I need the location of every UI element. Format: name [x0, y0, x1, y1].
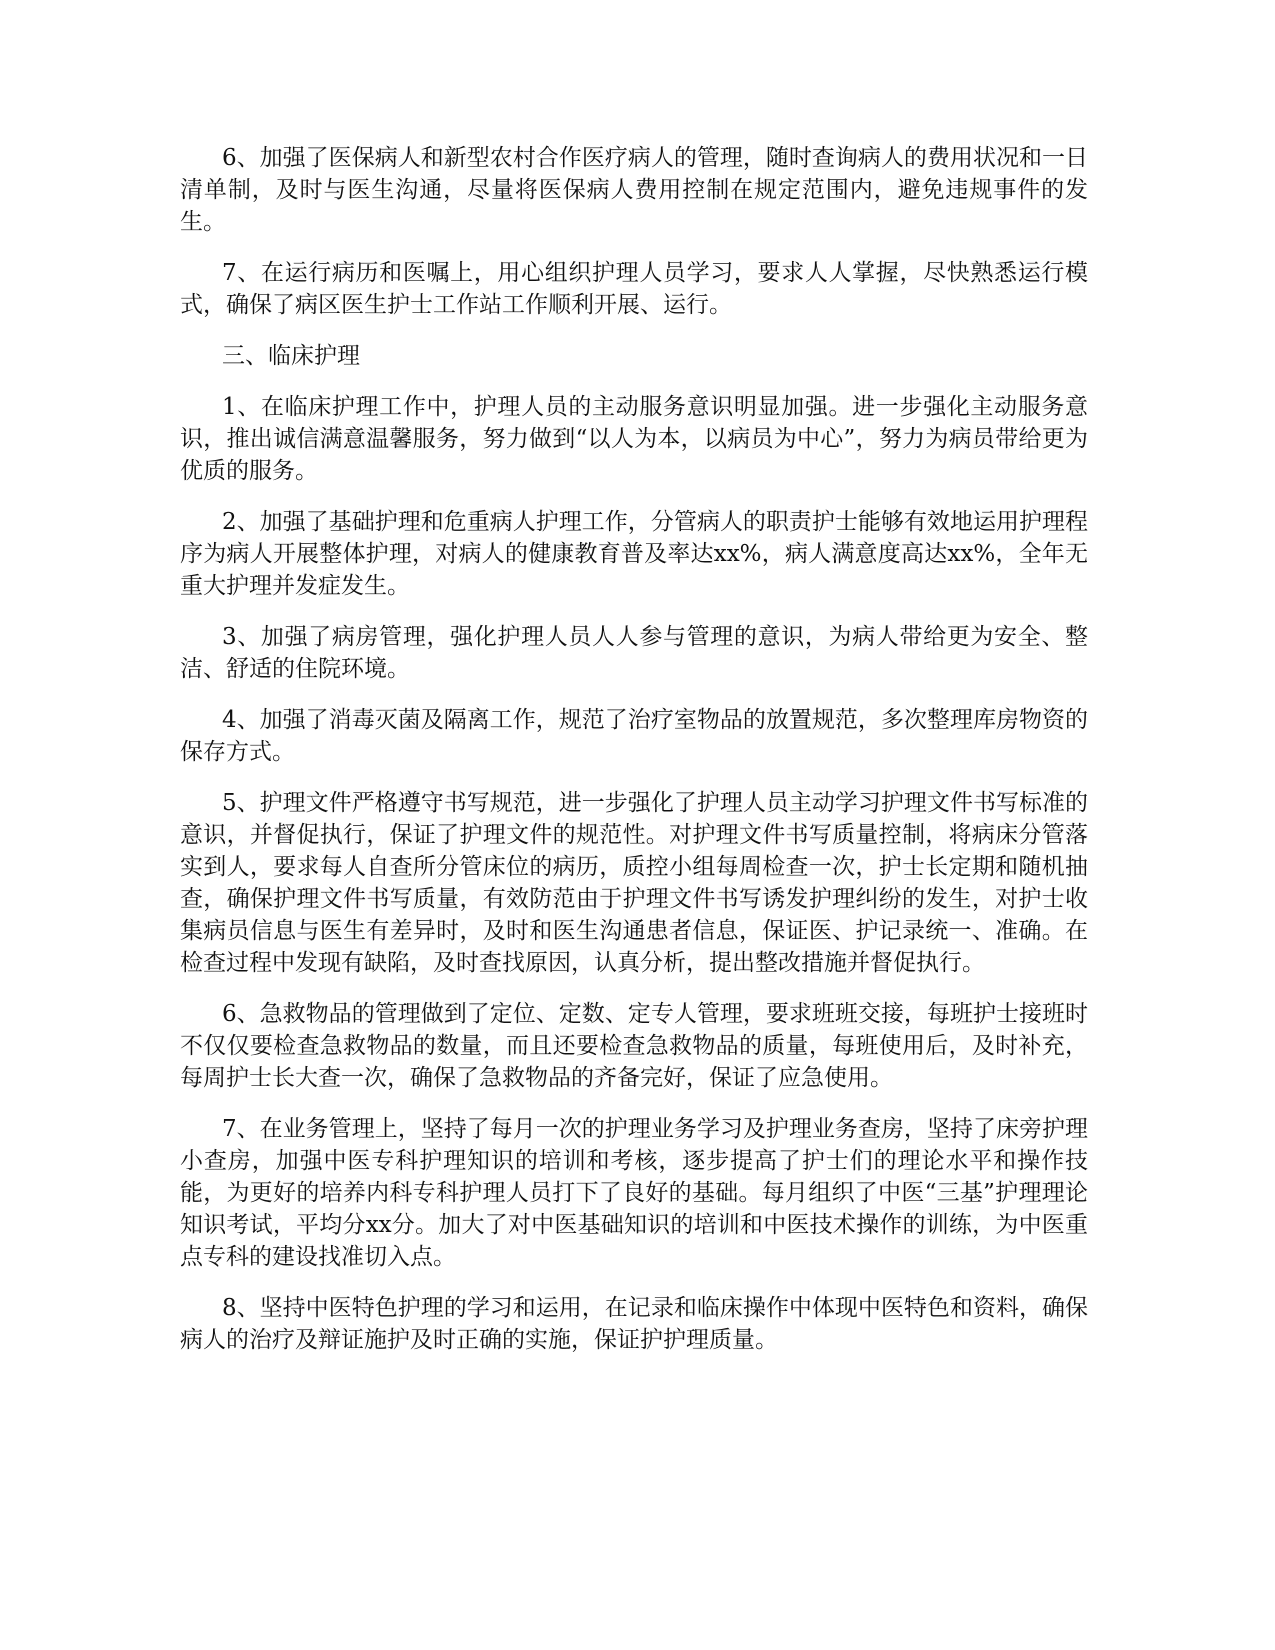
- paragraph-medical-insurance: 6、加强了医保病人和新型农村合作医疗病人的管理，随时查询病人的费用状况和一日清单制，及时与医生沟通，尽量将医保病人费用控制在规定范围内，避免违规事件的发生。: [180, 145, 1088, 235]
- paragraph-basic-nursing: 2、加强了基础护理和危重病人护理工作，分管病人的职责护士能够有效地运用护理程序为病人开展整体护理，对病人的健康教育普及率达xx%，病人满意度高达xx%，全年无重大护理并发症发生。: [180, 509, 1088, 599]
- section-heading-clinical-nursing: 三、临床护理: [222, 343, 360, 369]
- paragraph-service-awareness: 1、在临床护理工作中，护理人员的主动服务意识明显加强。进一步强化主动服务意识，推出诚信满意温馨服务，努力做到“以人为本，以病员为中心”，努力为病员带给更为优质的服务。: [180, 394, 1088, 484]
- paragraph-medical-records: 7、在运行病历和医嘱上，用心组织护理人员学习，要求人人掌握，尽快熟悉运行模式，确保了病区医生护士工作站工作顺利开展、运行。: [180, 260, 1088, 318]
- paragraph-business-management: 7、在业务管理上，坚持了每月一次的护理业务学习及护理业务查房，坚持了床旁护理小查房，加强中医专科护理知识的培训和考核，逐步提高了护士们的理论水平和操作技能，为更好的培养内科专科护理人员打下了良好的基础。每月组织了中医“三基”护理理论知识考试，平均分xx分。加大了对中医基础知识的培训和中医技术操作的训练，为中医重点专科的建设找准切入点。: [180, 1116, 1088, 1270]
- paragraph-tcm-nursing: 8、坚持中医特色护理的学习和运用，在记录和临床操作中体现中医特色和资料，确保病人的治疗及辩证施护及时正确的实施，保证护护理质量。: [180, 1295, 1088, 1353]
- paragraph-emergency-supplies: 6、急救物品的管理做到了定位、定数、定专人管理，要求班班交接，每班护士接班时不仅仅要检查急救物品的数量，而且还要检查急救物品的质量，每班使用后，及时补充，每周护士长大查一次，确保了急救物品的齐备完好，保证了应急使用。: [180, 1001, 1088, 1091]
- paragraph-disinfection: 4、加强了消毒灭菌及隔离工作，规范了治疗室物品的放置规范，多次整理库房物资的保存方式。: [180, 707, 1088, 765]
- paragraph-nursing-documents: 5、护理文件严格遵守书写规范，进一步强化了护理人员主动学习护理文件书写标准的意识，并督促执行，保证了护理文件的规范性。对护理文件书写质量控制，将病床分管落实到人，要求每人自查所分管床位的病历，质控小组每周检查一次，护士长定期和随机抽查，确保护理文件书写质量，有效防范由于护理文件书写诱发护理纠纷的发生，对护士收集病员信息与医生有差异时，及时和医生沟通患者信息，保证医、护记录统一、准确。在检查过程中发现有缺陷，及时查找原因，认真分析，提出整改措施并督促执行。: [180, 790, 1088, 976]
- paragraph-ward-management: 3、加强了病房管理，强化护理人员人人参与管理的意识，为病人带给更为安全、整洁、舒适的住院环境。: [180, 624, 1088, 682]
- document-body: [180, 142, 1088, 1375]
